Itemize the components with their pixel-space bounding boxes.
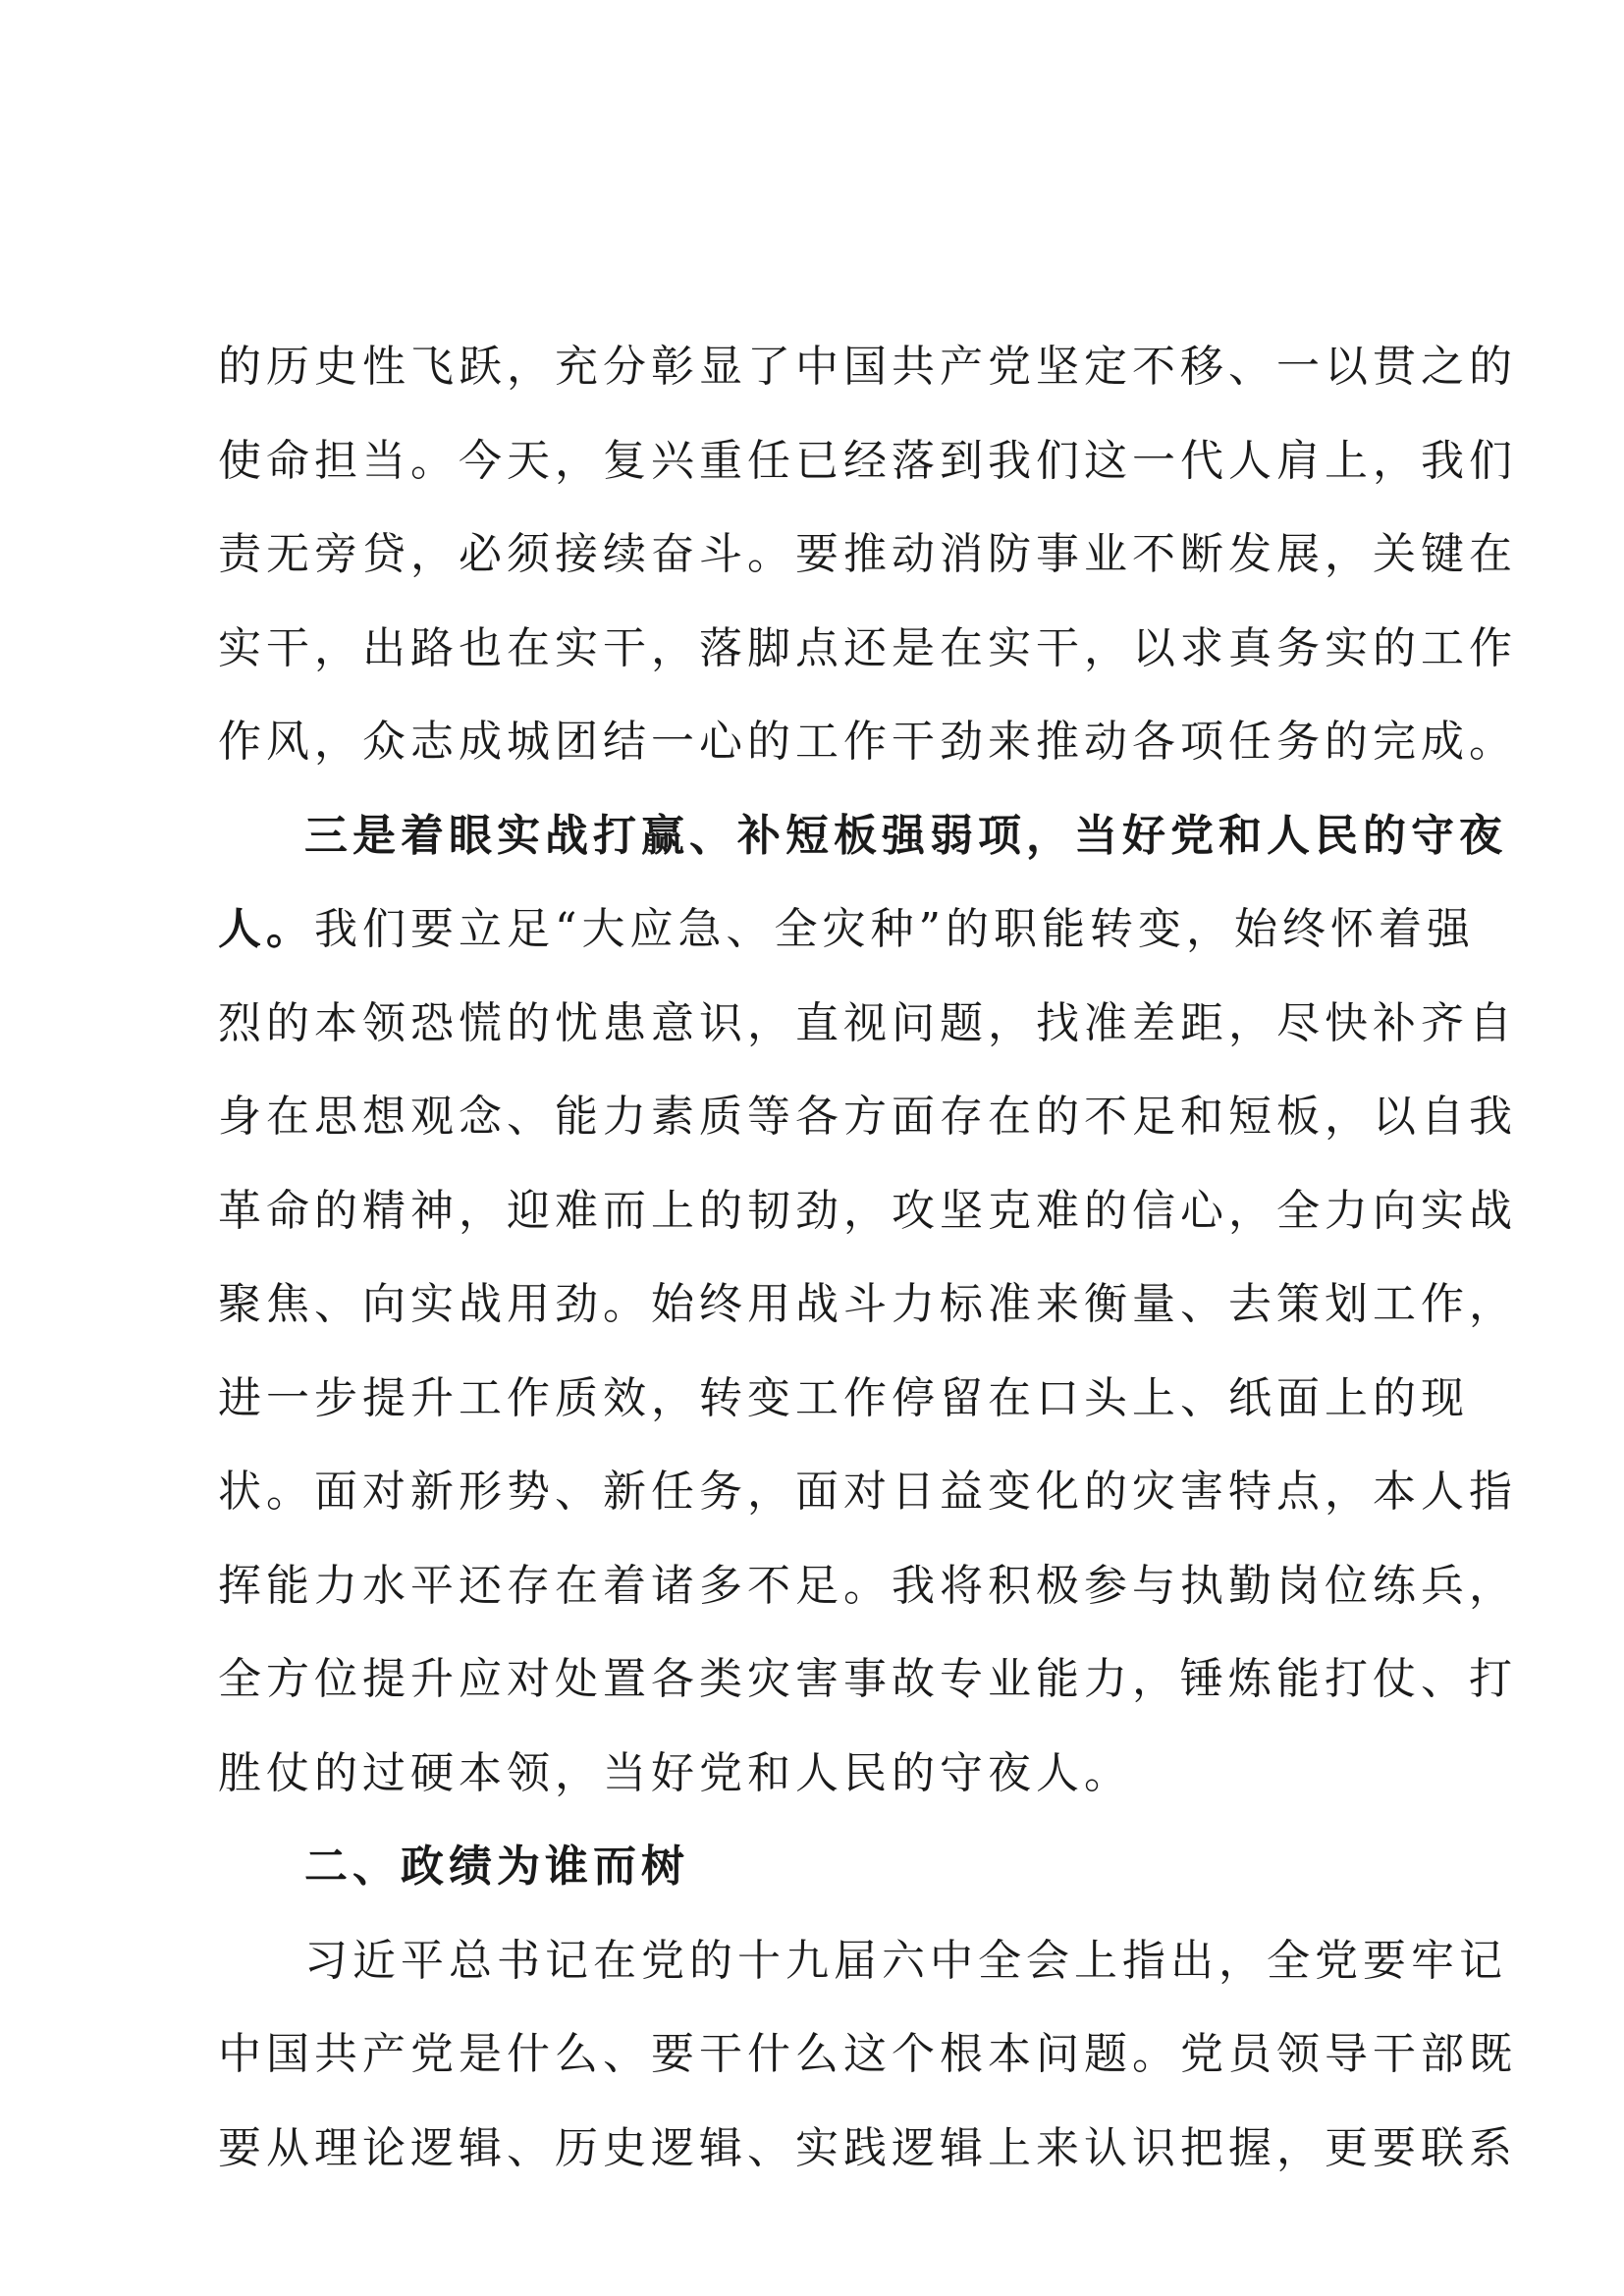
paragraph-1-line: 的历史性飞跃，充分彰显了中国共产党坚定不移、一以贯之的	[218, 342, 1517, 392]
paragraph-2-line: 聚焦、向实战用劲。始终用战斗力标准来衡量、去策划工作，	[218, 1279, 1517, 1329]
paragraph-2-line: 进一步提升工作质效，转变工作停留在口头上、纸面上的现	[218, 1372, 1469, 1423]
paragraph-2-line: 身在思想观念、能力素质等各方面存在的不足和短板，以自我	[218, 1092, 1517, 1142]
paragraph-2-line: 革命的精神，迎难而上的韧劲，攻坚克难的信心，全力向实战	[218, 1185, 1517, 1236]
paragraph-2-line-rest: 我们要立足“大应急、全灾种”的职能转变，始终怀着强	[314, 904, 1475, 954]
paragraph-2-bold-lead: 三是着眼实战打赢、补短板强弱项，当好党和人民的守夜	[304, 810, 1507, 861]
paragraph-1-line: 使命担当。今天，复兴重任已经落到我们这一代人肩上，我们	[218, 435, 1517, 486]
paragraph-2-line: 胜仗的过硬本领，当好党和人民的守夜人。	[218, 1747, 1132, 1798]
paragraph-3-line: 习近平总书记在党的十九届六中全会上指出，全党要牢记	[304, 1935, 1507, 1986]
paragraph-3-line: 要从理论逻辑、历史逻辑、实践逻辑上来认识把握，更要联系	[218, 2122, 1517, 2173]
paragraph-3-line: 中国共产党是什么、要干什么这个根本问题。党员领导干部既	[218, 2029, 1517, 2079]
section-heading: 二、政绩为谁而树	[304, 1842, 689, 1892]
paragraph-2-bold-end: 人。	[218, 904, 314, 954]
document-body	[218, 320, 1517, 2195]
paragraph-1-line: 作风，众志成城团结一心的工作干劲来推动各项任务的完成。	[218, 717, 1517, 767]
paragraph-1-line: 实干，出路也在实干，落脚点还是在实干，以求真务实的工作	[218, 622, 1517, 673]
paragraph-1-line: 责无旁贷，必须接续奋斗。要推动消防事业不断发展，关键在	[218, 529, 1517, 579]
paragraph-2-line: 烈的本领恐慌的忧患意识，直视问题，找准差距，尽快补齐自	[218, 997, 1517, 1048]
paragraph-2-line: 挥能力水平还存在着诸多不足。我将积极参与执勤岗位练兵，	[218, 1560, 1517, 1611]
paragraph-2-line	[218, 882, 1475, 977]
paragraph-2-line: 状。面对新形势、新任务，面对日益变化的灾害特点，本人指	[218, 1467, 1517, 1517]
paragraph-2-line: 全方位提升应对处置各类灾害事故专业能力，锤炼能打仗、打	[218, 1654, 1517, 1704]
